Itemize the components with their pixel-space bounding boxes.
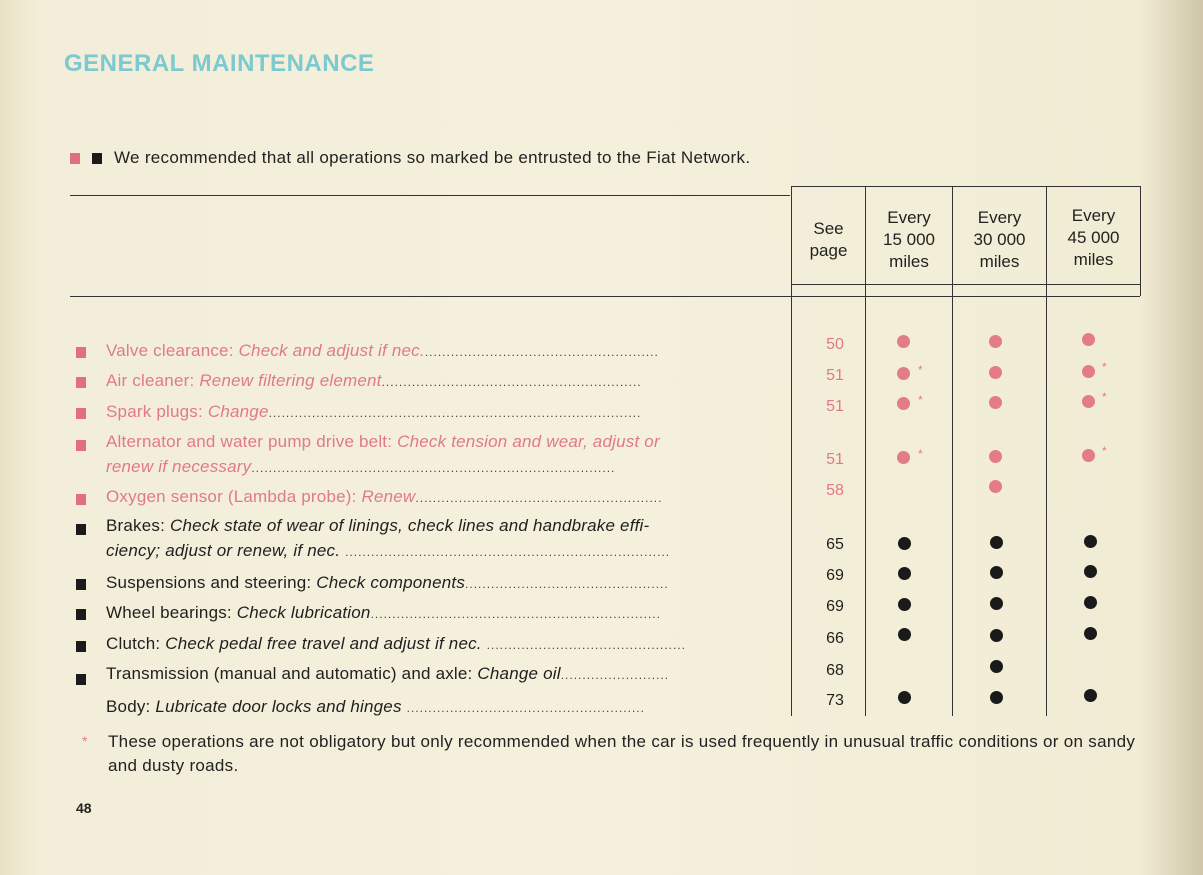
table-row — [106, 487, 662, 507]
black-dot-15000 — [898, 628, 911, 641]
leader-dots: ......................... — [560, 668, 670, 682]
black-dot-30000 — [990, 691, 1003, 704]
pink-dot-15000 — [897, 397, 910, 410]
row-operation: Change oil — [477, 664, 561, 683]
header-page-line: page — [809, 241, 848, 260]
leader-dots: .............................................. — [486, 638, 687, 652]
row-item: Wheel bearings: — [106, 603, 232, 622]
row-item: Alternator and water pump drive belt: — [106, 432, 393, 451]
row-operation: Renew — [361, 487, 416, 506]
row-item: Air cleaner: — [106, 371, 195, 390]
row-operation: Check pedal free travel and adjust if nec. — [165, 634, 482, 653]
black-dot-15000 — [898, 691, 911, 704]
pink-dot-30000 — [989, 335, 1002, 348]
row-item: Suspensions and steering: — [106, 573, 312, 592]
row-item: Clutch: — [106, 634, 161, 653]
header-30000-miles: miles — [979, 252, 1020, 271]
row-operation: Check and adjust if nec. — [238, 341, 425, 360]
black-dot-30000 — [990, 536, 1003, 549]
pink-dot-15000 — [897, 335, 910, 348]
row-item: Spark plugs: — [106, 402, 203, 421]
legend-note-text: We recommended that all operations so marked be entrusted to the Fiat Network. — [114, 148, 751, 167]
black-dot-30000 — [990, 629, 1003, 642]
table-row — [106, 432, 660, 452]
pink-dot-45000 — [1082, 449, 1095, 462]
row-page: 58 — [826, 482, 844, 499]
row-page: 51 — [826, 451, 844, 468]
table-top-rule — [70, 195, 790, 196]
pink-dot-15000 — [897, 367, 910, 380]
row-page: 51 — [826, 398, 844, 415]
leader-dots: ............................................................ — [381, 375, 642, 389]
leader-dots: ...................................................... — [424, 345, 659, 359]
black-dot-15000 — [898, 537, 911, 550]
row-item: Brakes: — [106, 516, 166, 535]
black-dot-30000 — [990, 566, 1003, 579]
black-bullet — [76, 641, 86, 652]
header-30000-value: 30 000 — [973, 230, 1026, 249]
row-page: 50 — [826, 336, 844, 353]
table-row — [106, 573, 669, 593]
black-bullet — [76, 609, 86, 620]
row-item: Transmission (manual and automatic) and axle: — [106, 664, 473, 683]
header-15000-every: Every — [887, 208, 931, 227]
row-page: 73 — [826, 692, 844, 709]
row-page: 68 — [826, 662, 844, 679]
table-header-rule — [70, 296, 1140, 297]
header-15000-value: 15 000 — [883, 230, 935, 249]
pink-square-marker — [70, 153, 80, 164]
header-see-page — [792, 218, 865, 262]
table-row — [106, 341, 659, 361]
asterisk-15000: * — [918, 447, 923, 461]
black-dot-15000 — [898, 567, 911, 580]
leader-dots: ....................................................... — [406, 701, 645, 715]
row-item: Oxygen sensor (Lambda probe): — [106, 487, 357, 506]
asterisk-15000: * — [918, 393, 923, 407]
pink-dot-45000 — [1082, 333, 1095, 346]
black-dot-45000 — [1084, 627, 1097, 640]
black-dot-30000 — [990, 597, 1003, 610]
footnote-asterisk: * — [82, 733, 88, 749]
row-item: Valve clearance: — [106, 341, 234, 360]
header-45000-every: Every — [1071, 206, 1116, 225]
page-number: 48 — [76, 800, 92, 816]
row-page: 66 — [826, 630, 844, 647]
leader-dots: ......................................................... — [415, 491, 663, 505]
asterisk-45000: * — [1102, 390, 1107, 404]
header-15000 — [866, 207, 952, 273]
row-operation: Check components — [316, 573, 466, 592]
header-45000-value: 45 000 — [1067, 228, 1120, 247]
pink-dot-45000 — [1082, 395, 1095, 408]
col-divider-right — [1140, 186, 1141, 296]
table-row — [106, 603, 661, 623]
table-row-continuation — [106, 541, 670, 561]
row-operation-continued: renew if necessary — [106, 457, 252, 476]
row-page: 69 — [826, 598, 844, 615]
table-row — [106, 371, 642, 391]
table-row-continuation — [106, 457, 615, 477]
table-row — [106, 634, 686, 654]
table-row — [106, 516, 649, 536]
row-operation: Check state of wear of linings, check lines and handbrake effi- — [169, 516, 650, 535]
header-45000 — [1047, 205, 1140, 271]
row-operation: Check tension and wear, adjust or — [397, 432, 660, 451]
pink-dot-30000 — [989, 366, 1002, 379]
black-bullet — [76, 579, 86, 590]
black-dot-45000 — [1084, 535, 1097, 548]
table-row — [106, 402, 641, 422]
row-operation: Lubricate door locks and hinges — [155, 697, 402, 716]
table-row — [106, 697, 645, 717]
pink-dot-45000 — [1082, 365, 1095, 378]
asterisk-45000: * — [1102, 360, 1107, 374]
row-item: Body: — [106, 697, 151, 716]
pink-dot-30000 — [989, 450, 1002, 463]
black-dot-45000 — [1084, 689, 1097, 702]
asterisk-45000: * — [1102, 444, 1107, 458]
black-dot-30000 — [990, 660, 1003, 673]
pink-bullet — [76, 347, 86, 358]
pink-bullet — [76, 440, 86, 451]
pink-dot-30000 — [989, 396, 1002, 409]
row-page: 69 — [826, 567, 844, 584]
row-operation: Check lubrication — [236, 603, 371, 622]
black-dot-15000 — [898, 598, 911, 611]
pink-bullet — [76, 408, 86, 419]
leader-dots: ........................................................................... — [345, 545, 671, 559]
row-page: 65 — [826, 536, 844, 553]
leader-dots: .................................................................................... — [251, 461, 616, 475]
table-row — [106, 664, 669, 684]
pink-bullet — [76, 377, 86, 388]
header-15000-miles: miles — [889, 252, 929, 271]
black-bullet — [76, 674, 86, 685]
row-operation: Change — [207, 402, 269, 421]
header-30000-every: Every — [977, 208, 1022, 227]
header-45000-miles: miles — [1073, 250, 1114, 269]
col-divider-page — [791, 186, 792, 716]
black-bullet — [76, 524, 86, 535]
black-dot-45000 — [1084, 565, 1097, 578]
page-title: GENERAL MAINTENANCE — [64, 50, 375, 77]
header-see-line: See — [813, 219, 844, 238]
leader-dots: ................................................................... — [370, 607, 661, 621]
pink-dot-15000 — [897, 451, 910, 464]
black-dot-45000 — [1084, 596, 1097, 609]
row-operation: Renew filtering element — [199, 371, 382, 390]
leader-dots: ...................................................................................... — [268, 406, 642, 420]
black-square-marker — [92, 153, 102, 164]
asterisk-15000: * — [918, 363, 923, 377]
pink-bullet — [76, 494, 86, 505]
row-operation-continued: ciency; adjust or renew, if nec. — [106, 541, 341, 560]
footnote: These operations are not obligatory but only recommended when the car is used frequently in unusual traffic conditions or on sandy and dusty roads. — [108, 732, 1136, 775]
row-page: 51 — [826, 367, 844, 384]
header-30000 — [953, 207, 1046, 273]
legend-note — [70, 148, 750, 168]
pink-dot-30000 — [989, 480, 1002, 493]
leader-dots: ............................................... — [465, 577, 669, 591]
